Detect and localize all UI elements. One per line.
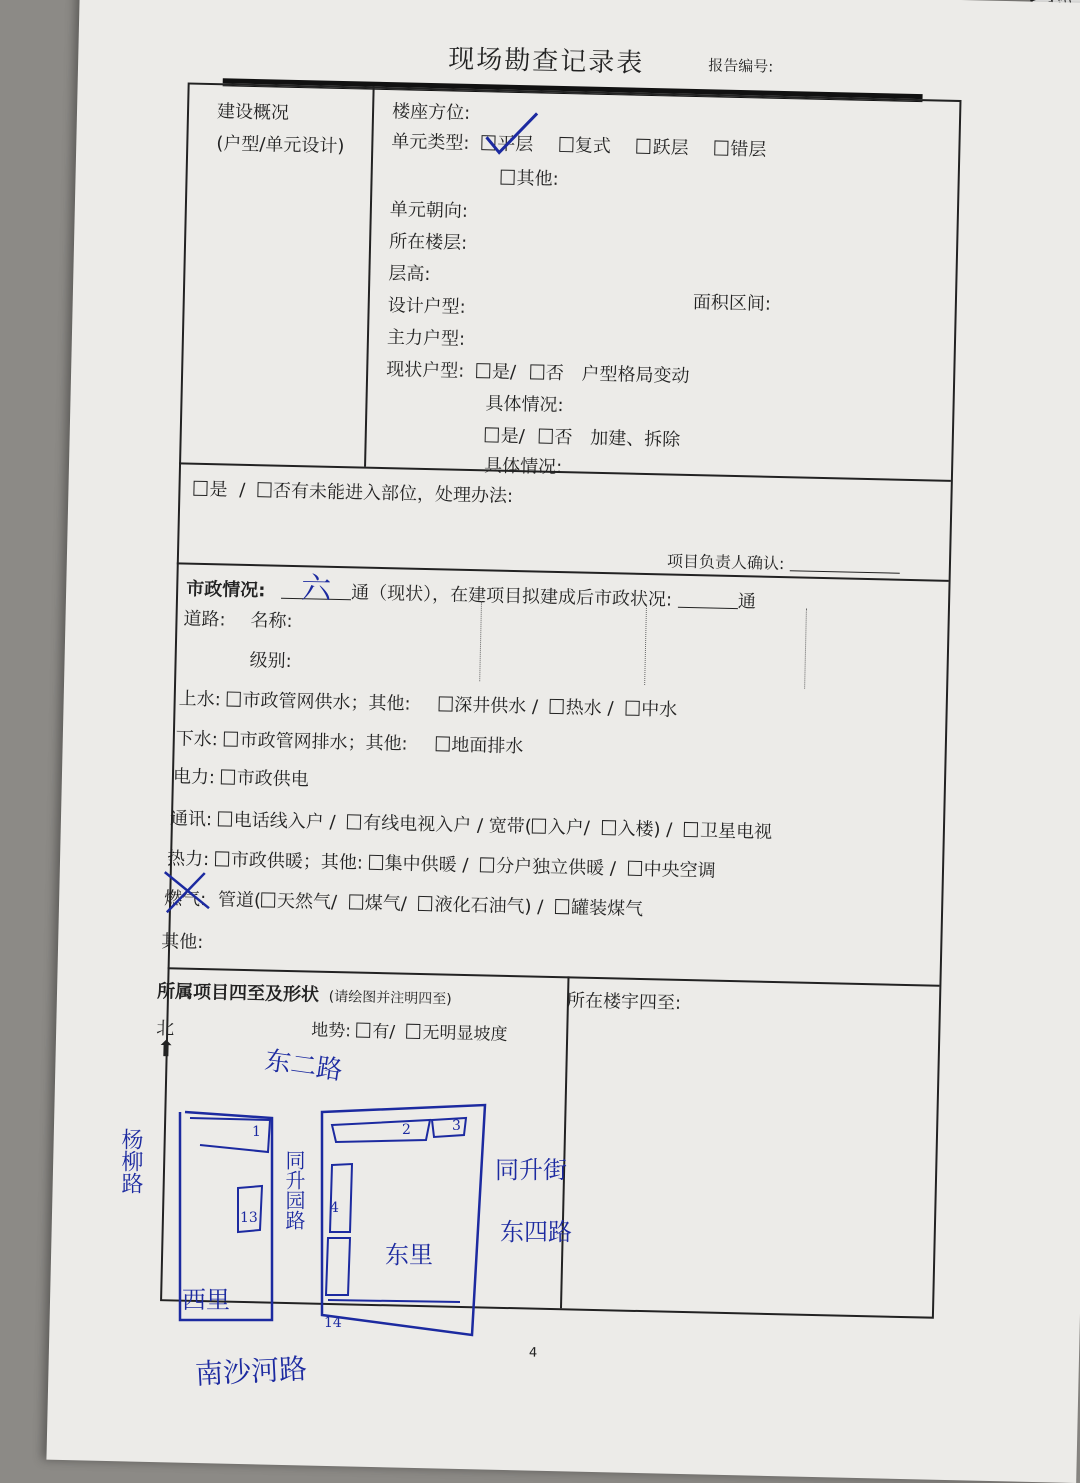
access-yes: 是 [209, 479, 228, 501]
addition-row [485, 421, 681, 451]
road-level-label: 级别: [249, 650, 292, 672]
municipal-heading: 市政情况: [185, 578, 266, 602]
unit-orientation-label: 单元朝向: [389, 199, 469, 222]
checkbox-bottled-gas[interactable] [555, 899, 569, 914]
heating-options: 市政供暖；其他: [230, 849, 364, 874]
central-ac-option: 中央空调 [643, 859, 716, 882]
road-name-label: 名称: [250, 610, 293, 632]
municipal-tong: 通 [737, 591, 757, 613]
municipal-future-line[interactable] [678, 591, 738, 609]
building-boundary-heading: 所在楼宇四至: [566, 990, 682, 1014]
construction-subheading: (户型/单元设计) [216, 133, 345, 158]
add-remove-label: 加建、拆除 [590, 427, 681, 451]
option-duplex: 复式 [574, 135, 612, 158]
telecom-label: 通讯: [169, 808, 213, 831]
sketch-east-road-2: 东四路 [500, 1218, 572, 1246]
sketch-building-13: 13 [240, 1210, 258, 1226]
page-number: 4 [528, 1345, 538, 1361]
drainage-label: 下水: [175, 728, 219, 751]
cable-option: 有线电视入户 / 宽带( [363, 812, 533, 838]
sketch-building-3: 3 [452, 1118, 461, 1134]
handwritten-count: 六 [300, 571, 332, 607]
phone-option: 电话线入户 / [233, 809, 336, 834]
drainage-options: 市政管网排水；其他: [239, 729, 408, 755]
checkbox-central-ac[interactable] [628, 861, 642, 876]
form-title: 现场勘查记录表 [447, 44, 645, 79]
terrain-label: 地势: [310, 1020, 352, 1042]
sketch-building-2: 2 [402, 1122, 411, 1138]
layout-detail-label: 具体情况: [485, 393, 564, 417]
area-range-label: 面积区间: [692, 291, 772, 315]
floor-label: 所在楼层: [388, 231, 468, 254]
checkbox-layout-no[interactable] [530, 364, 544, 379]
option-loft: 跃层 [652, 137, 689, 159]
pipe-label: 管道( [217, 889, 262, 912]
report-number-label: 报告编号: [708, 56, 774, 76]
surface-drain-option: 地面排水 [451, 734, 524, 758]
checkbox-addition-yes[interactable] [485, 427, 499, 442]
checkbox-broadband-house[interactable] [532, 818, 546, 833]
sketch-building-1: 1 [252, 1124, 261, 1140]
building-position-label: 楼座方位: [391, 101, 471, 124]
checkbox-coal-gas[interactable] [349, 894, 363, 909]
sketch-west-road: 杨柳路 [118, 1128, 143, 1194]
checkbox-individual-heating[interactable] [480, 857, 494, 872]
checkbox-cable[interactable] [347, 814, 361, 829]
road-label: 道路: [183, 608, 226, 631]
checkbox-reclaimed-water[interactable] [625, 701, 639, 716]
checkbox-hot-water[interactable] [550, 699, 564, 714]
layout-yes: 是/ [491, 361, 517, 383]
option-flat: 平层 [496, 133, 534, 156]
handwritten-cross-mark [159, 867, 220, 918]
checkbox-addition-no[interactable] [538, 429, 552, 444]
checkbox-layout-yes[interactable] [476, 363, 490, 378]
checkbox-phone[interactable] [218, 811, 232, 826]
terrain-row [311, 1016, 508, 1045]
checkbox-deep-well[interactable] [438, 696, 452, 711]
option-split-level: 错层 [730, 138, 767, 161]
reclaimed-water-option: 中水 [641, 698, 678, 721]
checkbox-surface-drain[interactable] [435, 736, 449, 751]
terrain-yes: 有/ [372, 1021, 396, 1043]
power-row [173, 762, 309, 791]
lpg-option: 液化石油气) / [434, 894, 544, 918]
handwritten-check-mark [481, 107, 542, 158]
heating-label: 热力: [166, 848, 210, 871]
layout-no: 否 [545, 362, 565, 385]
in-building-option: 入楼) / [617, 818, 673, 841]
sketch-west-area: 西里 [182, 1286, 230, 1314]
floor-height-label: 层高: [388, 263, 431, 286]
checkbox-terrain-no[interactable] [406, 1024, 420, 1039]
confirm-signature-line[interactable] [789, 554, 899, 573]
checkbox-access-yes[interactable] [193, 481, 207, 496]
sketch-east-road-1: 同升街 [495, 1156, 567, 1184]
water-supply-options: 市政管网供水；其他: [242, 689, 411, 715]
access-row: 是 / 否有未能进入部位，处理办法: [193, 475, 513, 508]
checkbox-other[interactable] [500, 170, 514, 185]
sketch-east-area: 东里 [385, 1241, 433, 1269]
sketch-south-road: 南沙河路 [194, 1352, 308, 1391]
boundary-note: (请绘图并注明四至) [328, 988, 452, 1008]
checkbox-lpg[interactable] [418, 896, 432, 911]
in-house-option: 入户/ [547, 816, 591, 839]
layout-change-label: 户型格局变动 [581, 363, 690, 387]
design-type-label: 设计户型: [387, 295, 466, 318]
checkbox-access-no[interactable] [257, 482, 271, 497]
addition-detail-label: 具体情况: [483, 455, 563, 479]
gas-label: 燃气: [163, 888, 207, 911]
coal-gas-option: 煤气/ [364, 892, 408, 915]
power-label: 电力: [172, 766, 216, 789]
sketch-building-4: 4 [330, 1200, 339, 1216]
checkbox-loft[interactable] [636, 139, 650, 154]
checkbox-natural-gas[interactable] [261, 892, 275, 907]
natural-gas-option: 天然气/ [276, 890, 338, 914]
checkbox-satellite[interactable] [684, 822, 698, 837]
access-text: 否有未能进入部位，处理办法: [272, 480, 514, 507]
addition-no: 否 [554, 426, 573, 449]
individual-heating-option: 分户独立供暖 / [495, 855, 617, 880]
checkbox-municipal-heating[interactable] [215, 851, 229, 866]
sketch-building-14: 14 [324, 1315, 342, 1331]
boundary-heading: 所属项目四至及形状 [156, 981, 320, 1006]
bottled-gas-option: 罐装煤气 [570, 897, 644, 921]
water-supply-label: 上水: [178, 688, 222, 711]
satellite-option: 卫星电视 [699, 820, 773, 843]
unit-type-other: 其他: [516, 167, 559, 190]
unit-type-other-row [500, 164, 559, 191]
checkbox-central-heating[interactable] [369, 855, 383, 870]
main-type-label: 主力户型: [386, 327, 466, 350]
other-label: 其他: [160, 931, 204, 954]
checkbox-municipal-drainage[interactable] [223, 731, 237, 746]
unit-type-label: 单元类型: [391, 131, 470, 154]
municipal-current-text: 通（现状），在建项目拟建成后市政状况: [350, 582, 673, 611]
checkbox-duplex[interactable] [559, 137, 573, 152]
central-heating-option: 集中供暖 / [384, 853, 469, 877]
checkbox-terrain-yes[interactable] [356, 1023, 370, 1038]
current-type-label: 现状户型: [386, 359, 465, 382]
sketch-north-road: 东二路 [262, 1045, 345, 1087]
hot-water-option: 热水 / [565, 697, 614, 720]
sketch-middle-road: 同升园路 [282, 1150, 306, 1230]
addition-yes: 是/ [500, 425, 526, 448]
checkbox-municipal-power[interactable] [221, 769, 235, 784]
checkbox-municipal-water[interactable] [226, 692, 240, 707]
construction-heading: 建设概况 [216, 101, 290, 124]
deep-well-option: 深井供水 / [454, 694, 539, 718]
terrain-no: 无明显坡度 [422, 1023, 508, 1045]
checkbox-broadband-building[interactable] [601, 820, 615, 835]
checkbox-split-level[interactable] [714, 140, 728, 155]
power-option: 市政供电 [236, 767, 309, 791]
north-arrow-icon: ⬆ [156, 1037, 176, 1063]
north-label: 北 [155, 1018, 175, 1040]
confirm-label: 项目负责人确认: [666, 551, 785, 574]
